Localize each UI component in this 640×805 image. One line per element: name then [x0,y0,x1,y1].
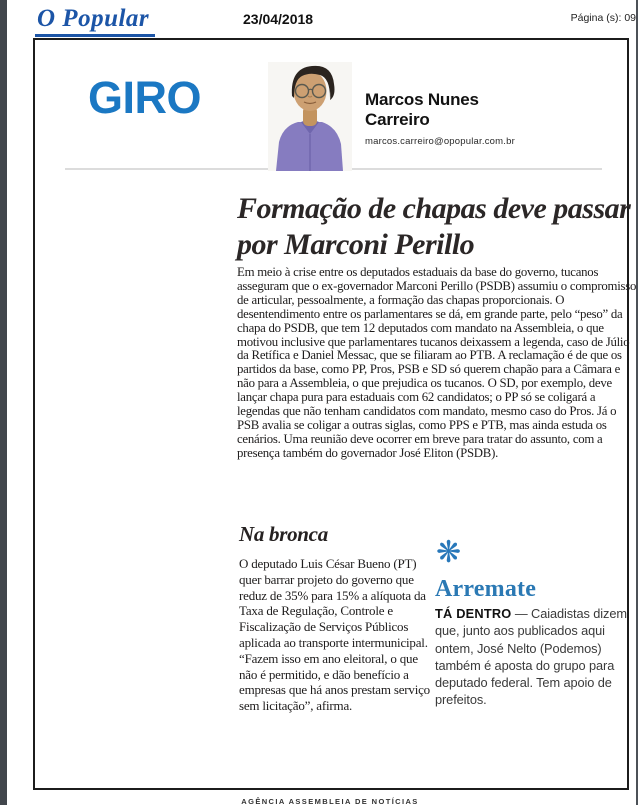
scan-edge-left [0,0,7,805]
arremate-heading: Arremate [435,576,537,602]
author-email: marcos.carreiro@opopular.com.br [365,136,515,147]
author-portrait-photo [268,62,352,171]
article-body: Em meio à crise entre os deputados estaduais da base do governo, tucanos asseguram que o ex-governador Marconi Perillo (PSDB) assumiu o compromisso de articular, pessoalmente, a formação das chapas proporcionais. O desentendimento entre os parlamentares se dá, em grande parte, pelo “peso” da chapa do PSDB, que tem 12 deputados com mandato na Assembleia, o que motivou inclusive que parlamentares tucanos deixassem a legenda, caso de Júlio da Retífica e Daniel Messac, que se filiaram ao PTB. A reclamação é de que os partidos da base, como PP, Pros, PSB e SD só querem chapão para a Câmara e não para a Assembleia, o que prejudica os tucanos. O SD, por exemplo, deve lançar chapa pura para estaduais com 62 candidatos; o PP só se coligará a legendas que não tenham candidatos com mandato, mesmo caso do Pros. Já o PSB avalia se coligar a outras siglas, como PPS e PTB, mas ainda estuda os cenários. Uma reunião deve ocorrer em breve para tratar do assunto, com a presença também do governador José Eliton (PSDB). [237,265,637,460]
article-headline: Formação de chapas deve passar por Marconi Perillo [237,192,631,261]
author-name: Marcos Nunes Carreiro [365,90,479,129]
arremate-item-label: TÁ DENTRO [435,606,512,621]
newspaper-logo: O Popular [35,5,155,37]
agency-credit: AGÊNCIA ASSEMBLEIA DE NOTÍCIAS [241,797,419,805]
arremate-item-text: — Caiadistas dizem que, junto aos publicados aqui ontem, José Nelto (Podemos) também é aposta do grupo para deputado federal. Tem apoio de prefeitos. [435,606,627,708]
na-bronca-body: O deputado Luis César Bueno (PT) quer barrar projeto do governo que reduz de 35% para 15% a alíquota da Taxa de Regulação, Controle e Fiscalização de Serviços Públicos aplicada ao transporte intermunicipal. “Fazem isso em ano eleitoral, o que não é permitido, e dão benefício a empresas que há anos prestam serviço sem licitação”, afirma. [239,556,430,714]
author-portrait-illustration [268,62,352,171]
na-bronca-heading: Na bronca [239,522,328,546]
page-number-label: Página (s): 09 [570,12,636,24]
asterisk-icon: ❋ [436,536,462,569]
arremate-body [435,605,639,709]
section-title-giro: GIRO [88,72,202,123]
clipping-date: 23/04/2018 [243,11,314,27]
